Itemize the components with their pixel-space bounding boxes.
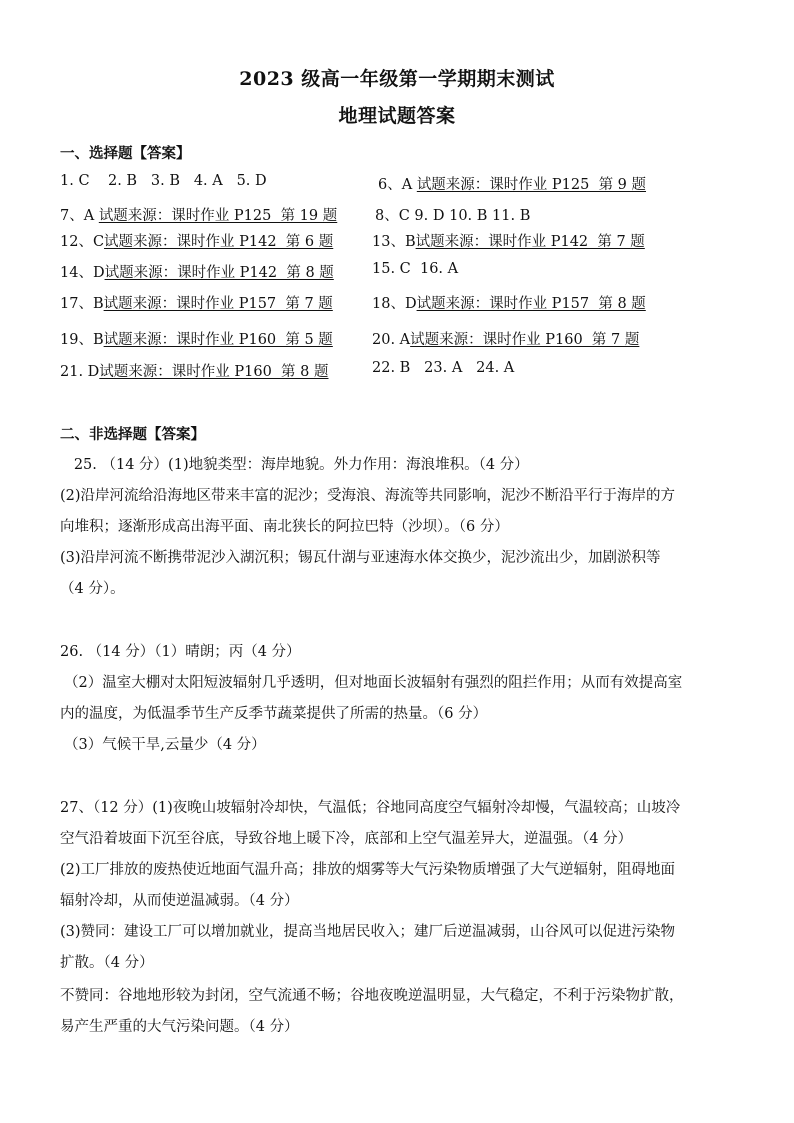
choice-row-3-right [372,230,645,251]
answer-label: 21. D [60,364,100,380]
section-choice-heading: 一、选择题【答案】 [60,145,191,162]
answer-label: 13、B [372,234,416,250]
q25-line-5: （4 分）。 [60,581,125,597]
choice-row-3 [60,230,333,251]
choice-row-1 [60,173,267,189]
section-nonchoice-heading: 二、非选择题【答案】 [60,426,205,443]
answer-label: 17、B [60,296,104,312]
q26-line-1: 26. （14 分）（1）晴朗；丙（4 分） [60,644,301,660]
q27-line-3: (2)工厂排放的废热使近地面气温升高；排放的烟雾等大气污染物质增强了大气逆辐射，阻碍地面 [60,862,676,878]
q26-line-3: 内的温度，为低温季节生产反季节蔬菜提供了所需的热量。（6 分） [60,706,488,722]
q25-line-1: 25. （14 分）(1)地貌类型：海岸地貌。外力作用：海浪堆积。（4 分） [60,457,529,473]
source-link[interactable]: 试题来源：课时作业 P142 第 7 题 [415,234,645,250]
source-link[interactable]: 试题来源：课时作业 P157 第 7 题 [103,296,333,312]
source-link[interactable]: 试题来源：课时作业 P160 第 7 题 [410,332,640,348]
answer-label: 20. A [372,332,411,348]
q25-line-4: (3)沿岸河流不断携带泥沙入湖沉积；锡瓦什湖与亚速海水体交换少，泥沙流出少，加剧淤积等 [60,550,661,566]
answer-label: 19、B [60,332,104,348]
q27-line-1: 27、（12 分）(1)夜晚山坡辐射冷却快，气温低；谷地同高度空气辐射冷却慢，气温较高；山坡冷 [60,800,681,816]
q25-line-3: 向堆积；逐渐形成高出海平面、南北狭长的阿拉巴特（沙坝）。（6 分） [60,519,509,535]
q26-line-4: （3）气候干旱,云量少（4 分） [64,737,266,753]
source-link[interactable]: 试题来源：课时作业 P157 第 8 题 [416,296,646,312]
choice-row-6 [60,328,333,349]
choice-row-4-right: 15. C 16. A [372,261,459,277]
q27-line-8: 易产生严重的大气污染问题。（4 分） [60,1019,299,1035]
exam-subtitle: 地理试题答案 [338,105,456,127]
q27-line-4: 辐射冷却，从而使逆温减弱。（4 分） [60,893,299,909]
choice-row-5-right [372,292,646,313]
q27-line-6: 扩散。（4 分） [60,955,154,971]
q27-line-5: (3)赞同：建设工厂可以增加就业，提高当地居民收入；建厂后逆温减弱，山谷风可以促进污染物 [60,924,676,940]
exam-title: 2023 级高一年级第一学期期末测试 [239,68,555,90]
choice-row-6-right [372,328,639,349]
source-link[interactable]: 试题来源：课时作业 P125 第 9 题 [416,177,647,193]
answer-label: 12、C [60,234,105,250]
answer-label: 7、A [60,208,99,224]
source-link[interactable]: 试题来源：课时作业 P142 第 8 题 [104,265,334,281]
source-link[interactable]: 试题来源：课时作业 P160 第 8 题 [99,364,329,380]
choice-row-7 [60,360,329,381]
choice-row-4 [60,261,334,282]
choice-row-5 [60,292,333,313]
q27-line-2: 空气沿着坡面下沉至谷底，导致谷地上暖下冷，底部和上空气温差异大，逆温强。（4 分） [60,831,633,847]
source-link[interactable]: 试题来源：课时作业 P160 第 5 题 [103,332,333,348]
choice-row-2-right: 8、C 9. D 10. B 11. B [375,208,531,224]
choice-row-2 [60,204,337,225]
q25-line-2: (2)沿岸河流给沿海地区带来丰富的泥沙；受海浪、海流等共同影响，泥沙不断沿平行于海岸的方 [60,488,676,504]
answer-label: 14、D [60,265,105,281]
source-link[interactable]: 试题来源：课时作业 P125 第 19 题 [98,208,338,224]
source-link[interactable]: 试题来源：课时作业 P142 第 6 题 [104,234,334,250]
answer-label: 18、D [372,296,417,312]
q26-line-2: （2）温室大棚对太阳短波辐射几乎透明，但对地面长波辐射有强烈的阻拦作用；从而有效提高室 [64,675,683,691]
answer-label: 6、A [378,177,417,193]
q27-line-7: 不赞同：谷地地形较为封闭，空气流通不畅；谷地夜晚逆温明显，大气稳定，不利于污染物扩散， [60,988,684,1004]
choice-row-7-right: 22. B 23. A 24. A [372,360,515,376]
choice-row-1-right [378,173,646,194]
choice-row-1-left: 1. C 2. B 3. B 4. A 5. D [60,173,267,189]
